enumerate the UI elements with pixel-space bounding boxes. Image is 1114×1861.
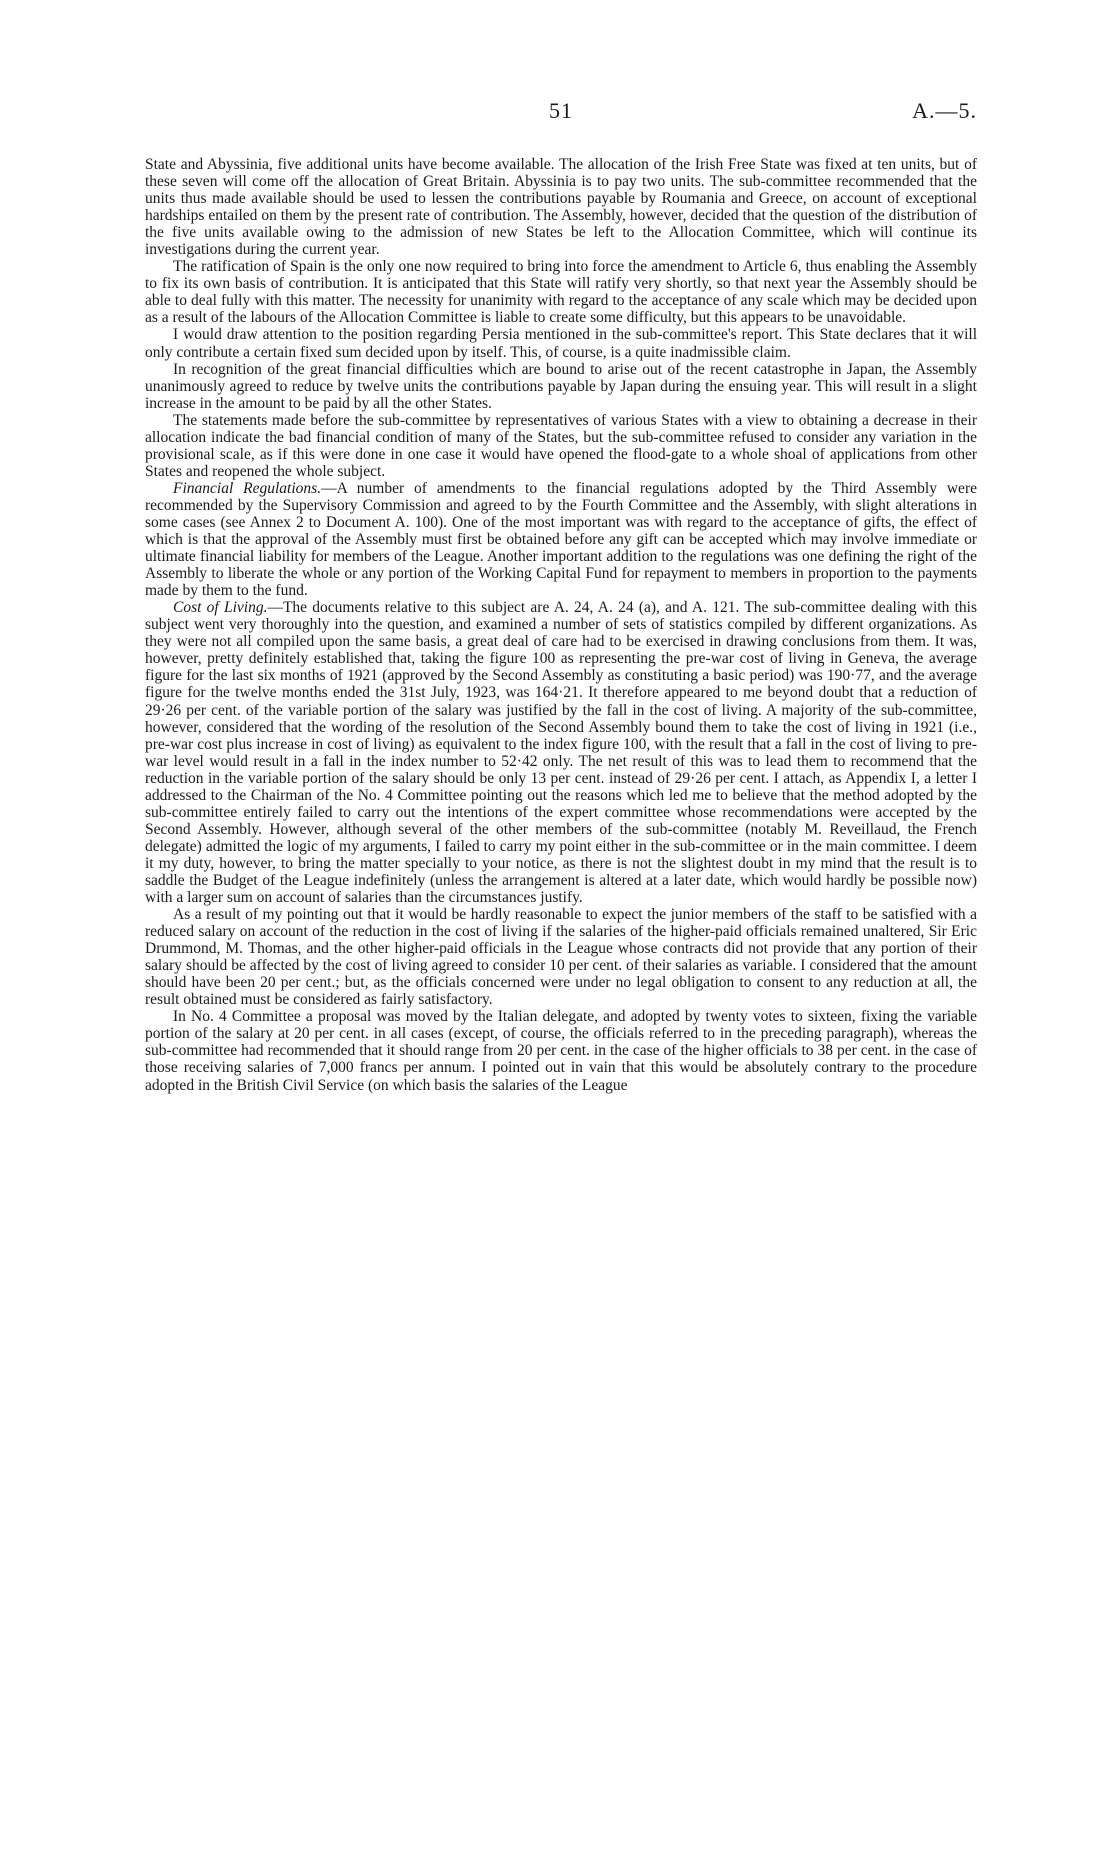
paragraph-higher-paid-officials [145, 906, 977, 1008]
body-text [145, 156, 977, 1094]
paragraph-text: I would draw attention to the position regarding Persia mentioned in the sub-committee's report. This State declares that it will only contribute a certain fixed sum decided upon by itself. This, of course, is a quite inadmissible claim. [145, 326, 977, 361]
paragraph-allocation-units [145, 156, 977, 258]
paragraph-text: As a result of my pointing out that it would be hardly reasonable to expect the junior members of the staff to be satisfied with a reduced salary on account of the reduction in the cost of living if the salaries of the higher-paid officials remained unaltered, Sir Eric Drummond, M. Thomas, and the other higher-paid officials in the League whose contracts did not provide that any portion of their salary should be affected by the cost of living agreed to consider 10 per cent. of their salaries as variable. I considered that the amount should have been 20 per cent.; but, as the officials concerned were under no legal obligation to consent to any reduction at all, the result obtained must be considered as fairly satisfactory. [145, 906, 977, 1009]
paragraph-persia [145, 326, 977, 360]
paragraph-spain-ratification [145, 258, 977, 326]
paragraph-no4-committee [145, 1008, 977, 1093]
paragraph-text: In recognition of the great financial difficulties which are bound to arise out of the recent catastrophe in Japan, the Assembly unanimously agreed to reduce by twelve units the contributions payable by Japan during the ensuing year. This will result in a slight increase in the amount to be paid by all the other States. [145, 360, 977, 412]
document-reference: A.—5. [912, 98, 977, 123]
section-heading-financial-regulations: Financial Regulations. [173, 479, 322, 497]
section-heading-cost-of-living: Cost of Living. [173, 599, 268, 617]
paragraph-text: In No. 4 Committee a proposal was moved by the Italian delegate, and adopted by twenty votes to sixteen, fixing the variable portion of the salary at 20 per cent. in all cases (except, of course, the officials referred to in the preceding paragraph), whereas the sub-committee had recommended that it should range from 20 per cent. in the case of the higher officials to 38 per cent. in the case of those receiving salaries of 7,000 francs per annum. I pointed out in vain that this would be absolutely contrary to the procedure adopted in the British Civil Service (on which basis the salaries of the League [145, 1008, 977, 1094]
paragraph-cost-of-living [145, 599, 977, 906]
paragraph-text: The statements made before the sub-committee by representatives of various States with a view to obtaining a decrease in their allocation indicate the bad financial condition of many of the States, but the sub-committee refused to consider any variation in the provisional scale, as if this were done in one case it would have opened the flood-gate to a whole shoal of applications from other States and reopened the whole subject. [145, 411, 977, 480]
paragraph-text: —A number of amendments to the financial regulations adopted by the Third Assembly were recommended by the Supervisory Commission and agreed to by the Fourth Committee and the Assembly, with slight alterations in some cases (see Annex 2 to Document A. 100). One of the most important was with regard to the acceptance of gifts, the effect of which is that the approval of the Assembly must first be obtained before any gift can be accepted which may involve immediate or ultimate financial liability for members of the League. Another important addition to the regulations was one defining the right of the Assembly to liberate the whole or any portion of the Working Capital Fund for repayment to members in proportion to the payments made by them to the fund. [145, 479, 977, 600]
page-header [145, 98, 977, 138]
paragraph-text: —The documents relative to this subject are A. 24, A. 24 (a), and A. 121. The sub-committee dealing with this subject went very thoroughly into the question, and examined a number of sets of statistics compiled by different organizations. As they were not all compiled upon the same basis, a great deal of care had to be exercised in drawing conclusions from them. It was, however, pretty definitely established that, taking the figure 100 as representing the pre-war cost of living in Geneva, the average figure for the last six months of 1921 (approved by the Second Assembly as constituting a basic period) was 190·77, and the average figure for the twelve months ended the 31st July, 1923, was 164·21. It therefore appeared to me beyond doubt that a reduction of 29·26 per cent. of the variable portion of the salary was justified by the fall in the cost of living. A majority of the sub-committee, however, considered that the wording of the resolution of the Second Assembly bound them to take the cost of living in 1921 (i.e., pre-war cost plus increase in cost of living) as equivalent to the index figure 100, with the result that a fall in the cost of living to pre-war level would result in a fall in the index number to 52·42 only. The net result of this was to lead them to recommend that the reduction in the variable portion of the salary should be only 13 per cent. instead of 29·26 per cent. I attach, as Appendix I, a letter I addressed to the Chairman of the No. 4 Committee pointing out the reasons which led me to believe that the method adopted by the sub-committee entirely failed to carry out the intentions of the expert committee whose recommendations were accepted by the Second Assembly. However, although several of the other members of the sub-committee (notably M. Reveillaud, the French delegate) admitted the logic of my arguments, I failed to carry my point either in the sub-committee or in the main committee. I deem it my duty, however, to bring the matter specially to your notice, as there is not the slightest doubt in my mind that the result is to saddle the Budget of the League indefinitely (unless the arrangement is altered at a later date, which would hardly be possible now) with a larger sum on account of salaries than the circumstances justify. [145, 599, 977, 907]
paragraph-text: State and Abyssinia, five additional units have become available. The allocation of the Irish Free State was fixed at ten units, but of these seven will come off the allocation of Great Britain. Abyssinia is to pay two units. The sub-committee recommended that the units thus made available should be used to lessen the contributions payable by Roumania and Greece, on account of exceptional hardships entailed on them by the present rate of contribution. The Assembly, however, decided that the question of the distribution of the five units available owing to the admission of new States be left to the Allocation Committee, which will continue its investigations during the current year. [145, 156, 977, 259]
paragraph-japan [145, 361, 977, 412]
paragraph-text: The ratification of Spain is the only one now required to bring into force the amendment to Article 6, thus enabling the Assembly to fix its own basis of contribution. It is anticipated that this State will ratify very shortly, so that next year the Assembly should be able to deal fully with this matter. The necessity for unanimity with regard to the acceptance of any scale which may be decided upon as a result of the labours of the Allocation Committee is liable to create some difficulty, but this appears to be unavoidable. [145, 258, 977, 327]
paragraph-state-statements [145, 412, 977, 480]
page-number: 51 [549, 98, 573, 123]
paragraph-financial-regulations [145, 480, 977, 599]
